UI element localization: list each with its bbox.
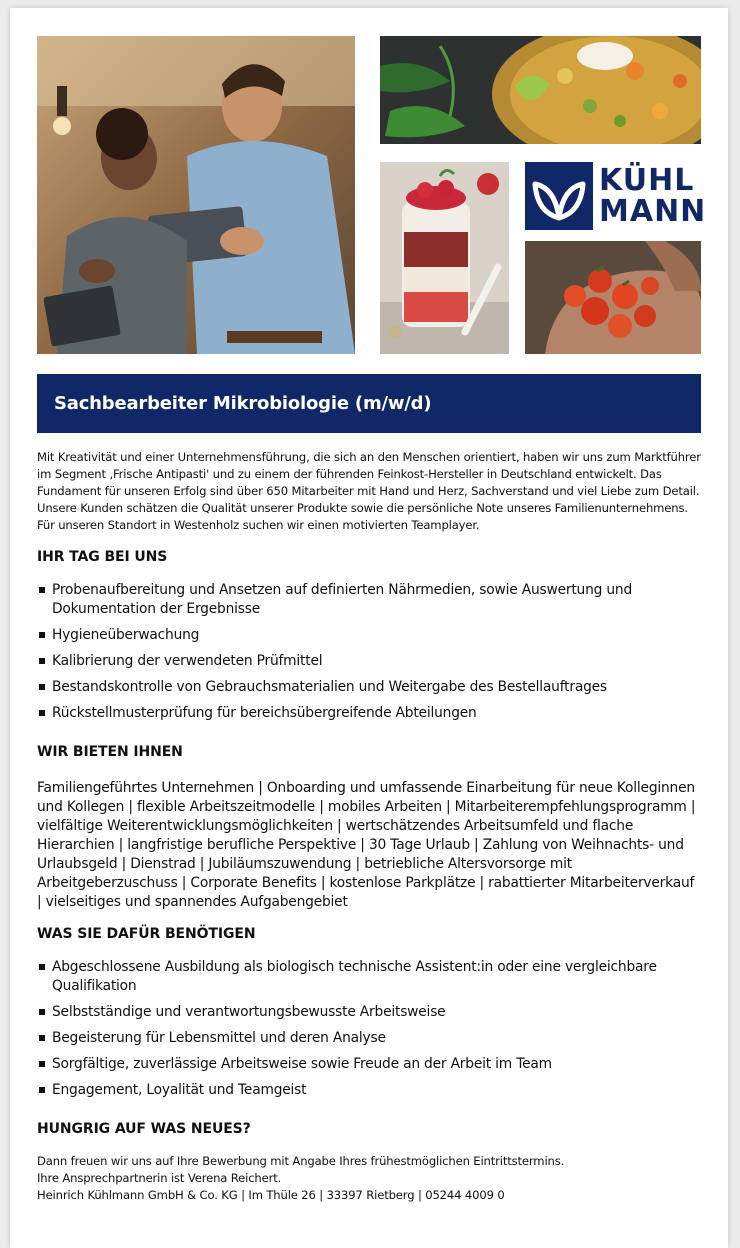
logo-line-2: MANN [599, 194, 707, 229]
leaf-icon [525, 162, 593, 230]
list-item: Rückstellmusterprüfung für bereichsübergreifende Abteilungen [37, 704, 701, 723]
closing-line-contact: Ihre Ansprechpartnerin ist Verena Reichert. [37, 1171, 282, 1185]
list-item: Engagement, Loyalität und Teamgeist [37, 1081, 701, 1100]
list-item: Begeisterung für Lebensmittel und deren Analyse [37, 1029, 701, 1048]
job-title: Sachbearbeiter Mikrobiologie (m/w/d) [54, 393, 432, 414]
kuehlmann-logo [525, 162, 707, 230]
intro-text: Mit Kreativität und einer Unternehmensführung, die sich an den Menschen orientiert, haben wir uns zum Marktführer im Segment ‚Frische Antipasti' und zu einem der führenden Feinkost-Hersteller in Deutschland entwickelt. Das Fundament für unseren Erfolg sind über 650 Mitarbeiter mit Hand und Herz, Sachverstand und viel Liebe zum Detail. Unsere Kunden schätzen die Qualität unserer Produkte sowie die persönliche Note unseres Familienunternehmens. Für unseren Standort in Westenholz suchen wir einen motivierten Teamplayer. [37, 450, 701, 532]
company-address: Heinrich Kühlmann GmbH & Co. KG | Im Thüle 26 | 33397 Rietberg | 05244 4009 0 [37, 1188, 505, 1202]
salad-photo [380, 36, 701, 144]
requirements-list [37, 958, 701, 1107]
list-item: Probenaufbereitung und Ansetzen auf definierten Nährmedien, sowie Auswertung und Dokumentation der Ergebnisse [37, 581, 701, 619]
team-photo [37, 36, 355, 354]
logo-wordmark [599, 165, 706, 227]
list-item: Bestandskontrolle von Gebrauchsmaterialien und Weitergabe des Bestellauftrages [37, 678, 701, 697]
list-item: Selbstständige und verantwortungsbewusste Arbeitsweise [37, 1003, 701, 1022]
list-item: Hygieneüberwachung [37, 626, 701, 645]
job-ad-page [10, 8, 728, 1248]
list-item: Abgeschlossene Ausbildung als biologisch technische Assistent:in oder eine vergleichbare Qualifikation [37, 958, 701, 996]
logo-line-1: KÜHL [599, 163, 695, 198]
offer-heading: WIR BIETEN IHNEN [37, 744, 183, 760]
list-item: Sorgfältige, zuverlässige Arbeitsweise sowie Freude an der Arbeit im Team [37, 1055, 701, 1074]
benefits-text: Familiengeführtes Unternehmen | Onboarding und umfassende Einarbeitung für neue Kolleginnen und Kollegen | flexible Arbeitszeitmodelle | mobiles Arbeiten | Mitarbeiterempfehlungsprogramm | vielfältige Weiterentwicklungsmöglichkeiten | wertschätzendes Arbeitsumfeld und flache Hierarchien | langfristige berufliche Perspektive | 30 Tage Urlaub | Zahlung von Weihnachts- und Urlaubsgeld | Dienstrad | Jubiläumszuwendung | betriebliche Altersvorsorge mit Arbeitgeberzuschuss | Corporate Benefits | kostenlose Parkplätze | rabattierter Mitarbeiterverkauf | vielseitiges und spannendes Aufgabengebiet [37, 780, 696, 910]
tasks-heading: IHR TAG BEI UNS [37, 549, 168, 565]
closing-heading: HUNGRIG AUF WAS NEUES? [37, 1121, 251, 1137]
requirements-heading: WAS SIE DAFÜR BENÖTIGEN [37, 926, 256, 942]
closing-line-application: Dann freuen wir uns auf Ihre Bewerbung mit Angabe Ihres frühestmöglichen Eintrittstermins. [37, 1154, 565, 1168]
dessert-jar-photo [380, 162, 509, 354]
tomatoes-photo [525, 241, 701, 354]
closing-text [37, 1153, 701, 1204]
tasks-list [37, 581, 701, 730]
list-item: Kalibrierung der verwendeten Prüfmittel [37, 652, 701, 671]
job-title-banner [37, 374, 701, 433]
